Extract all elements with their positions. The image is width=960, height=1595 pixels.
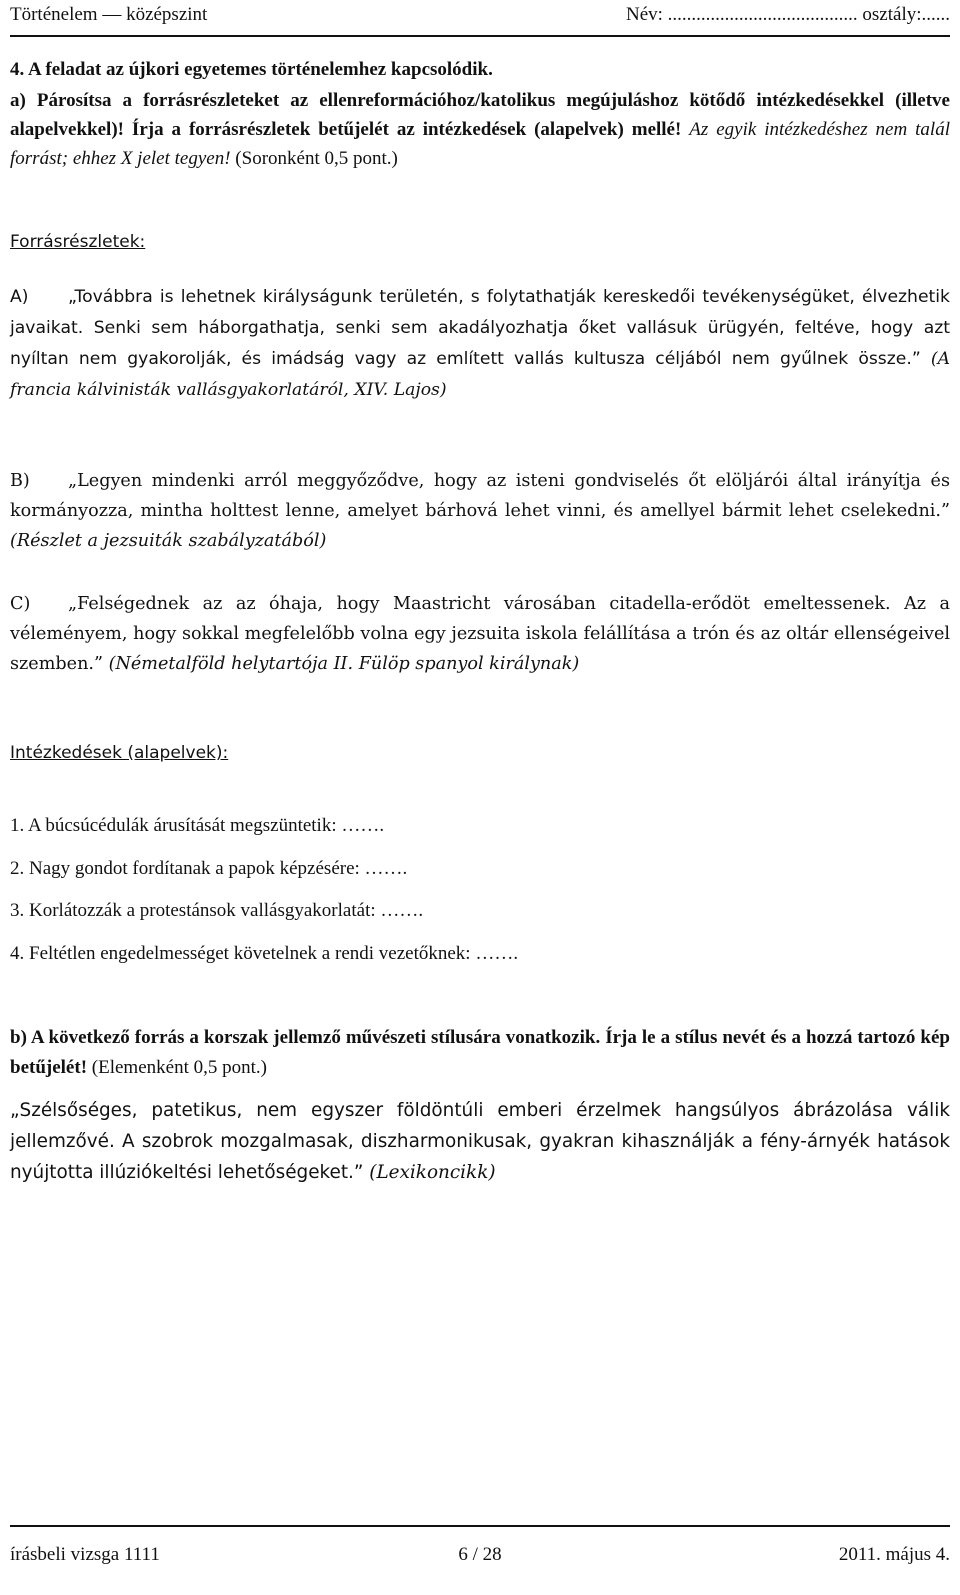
footer-date: 2011. május 4. bbox=[838, 1544, 950, 1565]
measures-label: Intézkedések (alapelvek): bbox=[10, 743, 229, 763]
source-text: „Legyen mindenki arról meggyőződve, hogy az isteni gondviselés őt elöljárói által irányítja és kormányozza, mintha holttest lenne, amelyet bárhová lehet vinni, és amellyel bármit lehet cselekedni.” bbox=[10, 471, 950, 521]
task-a-points: (Soronként 0,5 pont.) bbox=[235, 148, 398, 169]
quote-citation: (Lexikoncikk) bbox=[369, 1162, 496, 1183]
page-header bbox=[10, 2, 950, 32]
source-text: „Felségednek az az óhaja, hogy Maastricht városában citadella-erődöt emeltessenek. Az a véleményem, hogy sokkal megfelelőbb volna egy jezsuita iskola felállítása a trón és az oltár ellenségeivel szemben.” bbox=[10, 594, 950, 674]
source-letter: B) bbox=[10, 471, 30, 491]
exam-page bbox=[10, 0, 950, 1595]
measure-item bbox=[10, 856, 407, 882]
task-title: 4. A feladat az újkori egyetemes történelemhez kapcsolódik. bbox=[10, 59, 493, 80]
task-a-bold-text: a) Párosítsa a forrásrészleteket az ellenreformációhoz/katolikus megújuláshoz kötődő intézkedésekkel (illetve alapelvekkel)! Írja a forrásrészletek betűjelét az intézkedések (alapelvek) mellé! bbox=[10, 90, 950, 140]
header-name-field: Név: ........................................ osztály:...... bbox=[625, 4, 950, 25]
footer-page-number: 6 / 28 bbox=[458, 1544, 502, 1565]
source-citation: (A francia kálvinisták vallásgyakorlatáról, XIV. Lajos) bbox=[10, 349, 950, 400]
source-citation: (Németalföld helytartója II. Fülöp spanyol királynak) bbox=[108, 654, 580, 674]
footer-divider bbox=[10, 1525, 950, 1527]
header-subject: Történelem — középszint bbox=[10, 4, 208, 25]
task-b-points: (Elemenként 0,5 pont.) bbox=[91, 1057, 267, 1078]
measure-text: 3. Korlátozzák a protestánsok vallásgyakorlatát: bbox=[10, 900, 376, 921]
header-divider bbox=[10, 35, 950, 37]
footer-exam-id: írásbeli vizsga 1111 bbox=[10, 1544, 160, 1565]
answer-blank[interactable]: ……. bbox=[364, 858, 408, 879]
measure-text: 1. A búcsúcédulák árusítását megszüntetik: bbox=[10, 815, 337, 836]
measure-item bbox=[10, 941, 518, 967]
task-a-italic-text: Az egyik intézkedéshez nem talál forrást; ehhez X jelet tegyen! bbox=[10, 119, 950, 169]
measure-item bbox=[10, 813, 384, 839]
measure-text: 2. Nagy gondot fordítanak a papok képzésére: bbox=[10, 858, 360, 879]
measure-item bbox=[10, 898, 423, 924]
answer-blank[interactable]: ……. bbox=[475, 943, 519, 964]
source-text: „Továbbra is lehetnek királyságunk területén, s folytathatják kereskedői tevékenységüket, élvezhetik javaikat. Senki sem háborgathatja, senki sem akadályozhatja őket vallásuk ürügyén, feltéve, hogy azt nyíltan nem gyakorolják, és imádság vagy az említett vallás kultusza céljából nem gyűlnek össze.” bbox=[10, 287, 950, 369]
source-a bbox=[10, 282, 950, 406]
task-b-bold-text: b) A következő forrás a korszak jellemző művészeti stílusára vonatkozik. Írja le a stílus nevét és a hozzá tartozó kép betűjelét! bbox=[10, 1027, 950, 1078]
source-letter: A) bbox=[10, 287, 29, 307]
sources-label: Forrásrészletek: bbox=[10, 232, 146, 252]
page-footer bbox=[10, 1542, 950, 1570]
lexicon-quote bbox=[10, 1095, 950, 1188]
source-b bbox=[10, 466, 950, 556]
task-a-instructions bbox=[10, 86, 950, 173]
quote-text: „Szélsőséges, patetikus, nem egyszer földöntúli emberi érzelmek hangsúlyos ábrázolása válik jellemzővé. A szobrok mozgalmasak, diszharmonikusak, gyakran kihasználják a fény-árnyék hatások nyújtotta illúziókeltési lehetőségeket.” bbox=[10, 1100, 950, 1183]
source-citation: (Részlet a jezsuiták szabályzatából) bbox=[10, 531, 327, 551]
source-c bbox=[10, 589, 950, 679]
source-letter: C) bbox=[10, 594, 31, 614]
measure-text: 4. Feltétlen engedelmességet követelnek a rendi vezetőknek: bbox=[10, 943, 471, 964]
task-b-instructions bbox=[10, 1023, 950, 1083]
answer-blank[interactable]: ……. bbox=[341, 815, 385, 836]
answer-blank[interactable]: ……. bbox=[380, 900, 424, 921]
